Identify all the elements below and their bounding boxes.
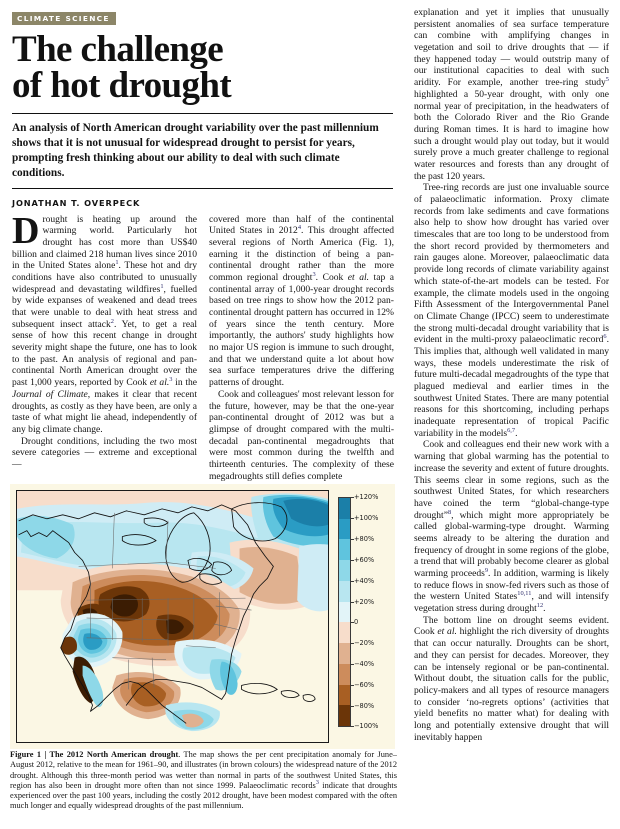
section-kicker: CLIMATE SCIENCE xyxy=(12,12,116,25)
body-column-1 xyxy=(12,209,197,483)
colorbar-band xyxy=(339,498,350,519)
figure-1 xyxy=(10,484,395,749)
colorbar-label: −60% xyxy=(354,681,375,690)
text-run-italic: et al. xyxy=(437,626,457,638)
colorbar-label: 0 xyxy=(354,618,359,627)
paragraph xyxy=(414,615,609,744)
rule-below-standfirst xyxy=(12,188,393,189)
map-svg xyxy=(17,491,328,742)
text-run: . xyxy=(543,603,546,615)
paragraph: Drought conditions, including the two most severe categories — extreme and exceptional — xyxy=(12,435,197,470)
body-column-2 xyxy=(209,214,394,483)
colorbar xyxy=(338,497,351,727)
figure-title: The 2012 North American drought xyxy=(49,750,179,759)
reference-marker[interactable]: 9 xyxy=(484,566,489,574)
precipitation-anomaly-map xyxy=(16,490,329,743)
colorbar-band xyxy=(339,539,350,560)
colorbar-label: +80% xyxy=(354,534,375,543)
reference-marker[interactable]: 6 xyxy=(603,333,607,341)
text-run: . These hot and dry conditions have also contributed to unusually widespread and devastating wildfires xyxy=(12,260,197,295)
colorbar-label: −20% xyxy=(354,639,375,648)
drop-cap: D xyxy=(12,209,40,252)
colorbar-band xyxy=(339,685,350,706)
colorbar-label: +60% xyxy=(354,555,375,564)
colorbar-band xyxy=(339,560,350,581)
reference-marker[interactable]: 2 xyxy=(110,317,114,325)
text-run-italic: et al. xyxy=(347,271,370,283)
text-run: tap a continental array of 1,000-year drought records based on tree rings to show how the 2012 pan-continental drought pattern has occurred in 12% of years since the tenth century. More importantly, the authors' study highlights how no major US region is immune to such drought, and that we understand quite a lot about how sea surface temperatures drive the differing patterns of drought. xyxy=(209,271,394,389)
text-run: indicate that droughts experienced over the past 100 years, including the costly 2012 drought, have been modest compared with the often much longer and equally widespread droughts of the past millennium. xyxy=(10,780,398,811)
colorbar-band xyxy=(339,519,350,540)
colorbar-label: +120% xyxy=(354,493,379,501)
colorbar-band xyxy=(339,705,350,726)
reference-marker[interactable]: 1 xyxy=(160,282,164,290)
text-run: Tree-ring records are just one invaluable source of palaeoclimatic information. Proxy climate records from lake sediments and cave formations also help to show how drought has varied over timescales that are too long to be understood from the short record provided by thermometers and rain gauges alone. Moreover, palaeoclimatic data provide long records of climate variability against which state-of-the-art models can be tested. For example, the climate models used in the ongoing Fifth Assessment of the Intergovernmental Panel on Climate Change (IPCC) seem to underestimate the strong multi-decadal drought variability that is evident in the multi-proxy palaeoclimatic record xyxy=(414,182,609,346)
paragraph xyxy=(12,209,197,436)
colorbar-block xyxy=(338,490,388,743)
reference-marker[interactable]: 3 xyxy=(315,779,319,787)
paragraph: Cook and colleagues' most relevant lesson for the future, however, may be that the one-year pan-continental drought of 2012 was but a glimpse of drought compared with the multi-decadal pan-continental megadroughts that were most common during the twelfth and thirteenth centuries. The complexity of these megadroughts still defies complete xyxy=(209,388,394,482)
standfirst: An analysis of North American drought variability over the past millennium shows that it is not unusual for widespread drought to persist for years, prompting fresh thinking about our ability to deal with such climate conditions. xyxy=(12,122,379,180)
text-run: in the xyxy=(172,377,197,389)
text-run: , fuelled by wide expanses of weakened and dead trees that were unable to deal with heat stress and subsequent insect attack xyxy=(12,283,197,330)
reference-marker[interactable]: 5 xyxy=(605,75,609,83)
text-run: , and will intensify vegetation stress during drought xyxy=(414,591,609,615)
colorbar-label: −100% xyxy=(354,722,379,730)
text-run: highlight the rich diversity of droughts that can occur naturally. Droughts can be short, and they can persist for decades. Moreover, they can be intensely regional or be pan-continental. Without doubt, the situation calls for the public, policy-makers and all types of resource managers to consider ‘no-regrets options’ (activities that yield benefits no matter what) for dealing with long and potentially extensive drought that will inevitably happen xyxy=(414,626,609,743)
figure-label: Figure 1 | xyxy=(10,750,50,759)
text-run: The bottom line on drought seems evident. Cook xyxy=(414,614,609,638)
text-run: rought is heating up around the warming world. Particularly hot drought has cost more than US$40 billion and claimed 218 human lives since 2010 in the United States alone xyxy=(12,213,197,272)
text-run-italic: Journal of Climate xyxy=(12,388,88,400)
reference-marker[interactable]: 8 xyxy=(447,508,452,516)
body-columns-1-2 xyxy=(12,209,395,483)
text-run: covered more than half of the continental United States in 2012 xyxy=(209,213,394,237)
text-run-italic: et al. xyxy=(149,377,170,389)
colorbar-band xyxy=(339,581,350,602)
paragraph xyxy=(414,182,609,439)
reference-marker[interactable]: 1 xyxy=(115,259,119,267)
text-run: . In addition, warming is likely to reduce flows in snow-fed rivers such as those of the western United States xyxy=(414,568,609,603)
colorbar-label: +20% xyxy=(354,597,375,606)
text-run: . This drought affected several regions of North America (Fig. 1), earning it the distinction of being a pan-continental drought rather than the more common regional drought xyxy=(209,225,394,283)
colorbar-band xyxy=(339,602,350,623)
body-column-3 xyxy=(405,0,620,829)
text-run: . xyxy=(515,427,518,439)
headline-line-1: The challenge xyxy=(12,29,224,71)
text-run: . Yet, to get a real sense of how this recent change in drought severity might shape the future, one has to look to the past. An analysis of regional and pan-continental North American drought over the past 1,000 years, reported by Cook xyxy=(12,318,197,389)
reference-marker[interactable]: 10,11 xyxy=(517,590,532,598)
reference-marker[interactable]: 4 xyxy=(297,224,302,232)
figure-caption xyxy=(10,750,397,812)
text-run: explanation and yet it implies that unusually persistent anomalies of sea surface temperature can combine with amplifying changes in vegetation and soil to drive droughts that — if they happened today — would outstrip many of our institutional capacities to deal with such aridity. For example, another tree-ring study xyxy=(414,7,609,89)
reference-marker[interactable]: 3 xyxy=(169,375,173,383)
colorbar-label: +40% xyxy=(354,576,375,585)
colorbar-label: −40% xyxy=(354,660,375,669)
text-run: , makes it clear that recent droughts, as costly as they have been, are only a taste of what might lie ahead, independently of any big climate change. xyxy=(12,388,197,435)
text-run: highlighted a 50-year drought, with only one normal year of precipitation, in the headwaters of both the Colorado River and the Rio Grande during Roman times. It is hard to imagine how such a drought would play out today, but it would surely prove a much greater challenge to regional water resources and forests than any drought of the past 120 years. xyxy=(414,88,609,182)
headline-line-2: of hot drought xyxy=(12,64,232,106)
colorbar-ticks xyxy=(351,497,354,727)
colorbar-tick-labels xyxy=(354,493,388,730)
colorbar-label: −80% xyxy=(354,702,375,711)
colorbar-band xyxy=(339,622,350,643)
reference-marker[interactable]: 6,7 xyxy=(507,426,516,434)
paragraph xyxy=(414,7,609,182)
page-title xyxy=(12,29,405,106)
text-run: . This implies that, although well validated in many ways, these models underestimate the risk of future multi-decadal megadroughts of the type that plagued medieval and earlier times in the southwest United States. There are many potential reasons for this shortcoming, including perhaps inadequate representation of tropical Pacific variability in the models xyxy=(414,334,609,439)
byline: JONATHAN T. OVERPECK xyxy=(12,197,141,208)
paragraph xyxy=(209,214,394,389)
text-run: Cook and colleagues end their new work with a warning that global warming has the potential to increase the severity and extent of future droughts. This seems clear in some regions, such as the southwest United States, for which researchers have coined the term “global-change-type drought” xyxy=(414,439,609,521)
colorbar-band xyxy=(339,664,350,685)
text-run: , which might more appropriately be called global-warming-type drought. Warming seems already to be altering the duration and frequency of drought in some regions of the globe, a trend that will probably become clearer as global warming proceeds xyxy=(414,509,609,579)
colorbar-label: +100% xyxy=(354,513,379,522)
colorbar-band xyxy=(339,643,350,664)
reference-marker[interactable]: 3 xyxy=(312,270,316,278)
text-run: . The map shows the per cent precipitation anomaly for June–August 2012, relative to the mean for 1961–90, and illustrates (in brown colours) the widespread nature of the 2012 drought. Although this three-month period was wetter than normal in parts of the southwest United States, this region has also been in drought more often than not since 1999. Palaeoclimatic records xyxy=(10,750,397,790)
reference-marker[interactable]: 12 xyxy=(536,601,544,609)
text-run: . Cook xyxy=(315,271,348,283)
paragraph xyxy=(414,439,609,614)
